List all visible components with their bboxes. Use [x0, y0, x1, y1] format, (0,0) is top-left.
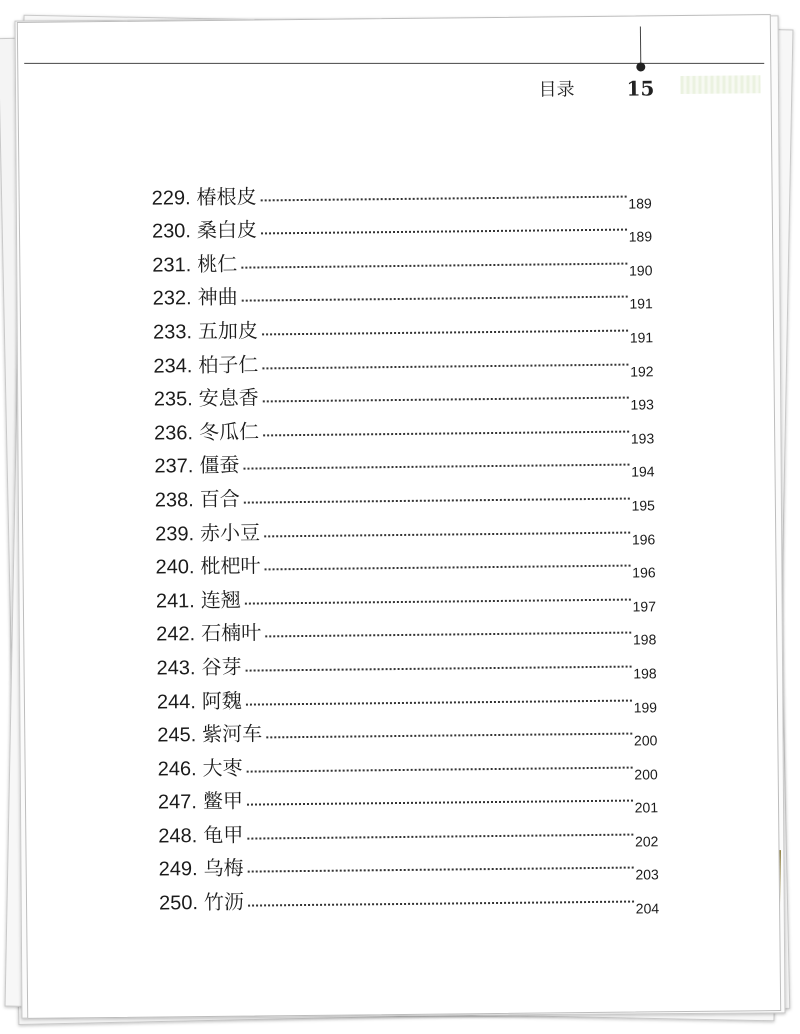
toc-entry-page: 199: [633, 698, 658, 716]
toc-entry-title: 紫河车: [202, 721, 263, 747]
toc-entry-number: 247.: [157, 791, 198, 814]
toc-entry-number: 240.: [155, 556, 195, 579]
toc-entry[interactable]: [153, 306, 653, 345]
toc-entry-page: 195: [631, 497, 655, 514]
toc-entry-page: 193: [630, 430, 655, 447]
dot-leader: [248, 865, 634, 873]
toc-entry-page: 201: [634, 799, 659, 816]
toc-entry[interactable]: [154, 440, 654, 479]
toc-entry[interactable]: [152, 239, 652, 278]
dot-leader: [263, 428, 629, 436]
toc-entry-title: 神曲: [197, 285, 238, 310]
toc-entry-page: 197: [632, 598, 657, 615]
toc-entry-page: 194: [631, 463, 655, 480]
toc-entry-title: 乌梅: [203, 856, 244, 881]
toc-entry[interactable]: [155, 541, 655, 580]
toc-entry[interactable]: [156, 642, 656, 681]
toc-entry-title: 大枣: [202, 755, 243, 780]
toc-entry[interactable]: [155, 507, 655, 546]
toc-entry-title: 柏子仁: [198, 352, 259, 377]
toc-entry[interactable]: [157, 675, 657, 714]
toc-entry-title: 赤小豆: [199, 519, 261, 545]
toc-entry-title: 桑白皮: [196, 217, 258, 243]
dot-leader: [246, 663, 632, 671]
dot-leader: [242, 294, 628, 302]
toc-entry-title: 阿魏: [201, 688, 242, 713]
toc-entry-title: 龟甲: [203, 822, 244, 847]
dot-leader: [246, 697, 632, 705]
toc-entry-number: 238.: [154, 489, 194, 512]
toc-entry[interactable]: [156, 574, 656, 613]
dot-leader: [243, 462, 629, 470]
dot-leader: [247, 764, 633, 772]
toc-entry-page: 196: [631, 530, 656, 548]
header-rule: [24, 63, 764, 64]
toc-entry-page: 189: [628, 228, 653, 245]
toc-entry-page: 198: [632, 631, 657, 648]
toc-entry-page: 202: [634, 833, 659, 850]
header-dot: [636, 62, 645, 71]
toc-page: [17, 14, 781, 1019]
toc-entry[interactable]: [151, 171, 651, 210]
toc-entry-number: 235.: [153, 388, 193, 411]
dot-leader: [265, 630, 631, 638]
dot-leader: [264, 529, 630, 537]
toc-entry-title: 安息香: [198, 385, 259, 411]
dot-leader: [244, 496, 630, 504]
toc-entry-page: 191: [629, 295, 653, 312]
toc-entry-page: 196: [632, 564, 656, 581]
toc-entry-title: 竹沥: [203, 889, 245, 915]
toc-entry[interactable]: [157, 709, 657, 748]
toc-entry-page: 200: [633, 732, 658, 749]
toc-entry[interactable]: [159, 877, 659, 916]
toc-entry-number: 234.: [153, 354, 193, 378]
dot-leader: [248, 899, 634, 907]
toc-entry-number: 246.: [157, 757, 197, 781]
toc-entry-number: 231.: [152, 253, 192, 277]
dot-leader: [262, 328, 628, 336]
toc-entry-number: 232.: [152, 287, 192, 310]
toc-entry-title: 五加皮: [197, 318, 259, 344]
toc-entry-number: 239.: [155, 522, 195, 546]
toc-entry[interactable]: [152, 272, 652, 311]
toc-entry-number: 230.: [151, 220, 192, 243]
toc-entry-page: 189: [628, 194, 652, 212]
table-of-contents: [151, 171, 659, 915]
dot-leader: [247, 831, 633, 839]
toc-entry[interactable]: [156, 608, 656, 647]
dot-leader: [266, 731, 632, 739]
toc-entry-number: 236.: [154, 421, 194, 445]
dot-leader: [245, 596, 631, 604]
toc-entry[interactable]: [158, 843, 658, 882]
toc-entry[interactable]: [154, 373, 654, 412]
dot-leader: [262, 361, 628, 369]
toc-entry-title: 僵蚕: [199, 453, 240, 478]
toc-entry-number: 244.: [156, 690, 196, 714]
toc-entry-title: 鳖甲: [202, 788, 244, 814]
toc-entry-page: 200: [634, 765, 658, 783]
dot-leader: [264, 563, 630, 571]
toc-entry[interactable]: [155, 474, 655, 513]
toc-entry-number: 249.: [158, 858, 198, 882]
toc-entry-title: 百合: [199, 486, 240, 512]
toc-entry-number: 229.: [151, 186, 191, 210]
dot-leader: [261, 193, 627, 201]
toc-entry-number: 245.: [157, 724, 197, 747]
dot-leader: [261, 227, 627, 235]
toc-entry-page: 204: [635, 900, 660, 917]
toc-entry-page: 190: [628, 262, 653, 279]
toc-entry-title: 谷芽: [201, 654, 242, 679]
dot-leader: [247, 798, 633, 806]
toc-entry-page: 191: [629, 329, 654, 346]
dot-leader: [263, 395, 629, 403]
toc-entry-title: 桃仁: [197, 251, 238, 276]
toc-entry-number: 233.: [152, 321, 193, 344]
dot-leader: [241, 260, 627, 268]
toc-entry[interactable]: [158, 776, 658, 815]
watermark: [680, 75, 760, 94]
toc-entry[interactable]: [154, 406, 654, 445]
toc-entry-number: 250.: [158, 892, 199, 915]
toc-entry-page: 192: [630, 362, 654, 380]
page-title: 目录: [538, 79, 575, 101]
toc-entry-page: 193: [630, 396, 654, 413]
toc-entry-number: 242.: [156, 623, 196, 646]
page-number: 15: [626, 76, 655, 101]
toc-entry-title: 枇杷叶: [200, 553, 261, 579]
toc-entry-number: 241.: [155, 589, 195, 613]
toc-entry-page: 203: [635, 866, 659, 884]
toc-entry[interactable]: [152, 205, 652, 244]
toc-entry[interactable]: [153, 339, 653, 378]
toc-entry-title: 石楠叶: [201, 620, 262, 646]
toc-entry-title: 椿根皮: [196, 184, 257, 209]
toc-entry-title: 冬瓜仁: [198, 419, 260, 444]
toc-entry-page: 198: [633, 665, 657, 682]
toc-entry[interactable]: [157, 742, 657, 781]
toc-entry-number: 243.: [156, 657, 196, 680]
toc-entry-number: 248.: [158, 825, 198, 848]
toc-entry[interactable]: [158, 810, 658, 849]
toc-entry-title: 连翘: [200, 587, 241, 612]
toc-entry-number: 237.: [154, 455, 194, 478]
